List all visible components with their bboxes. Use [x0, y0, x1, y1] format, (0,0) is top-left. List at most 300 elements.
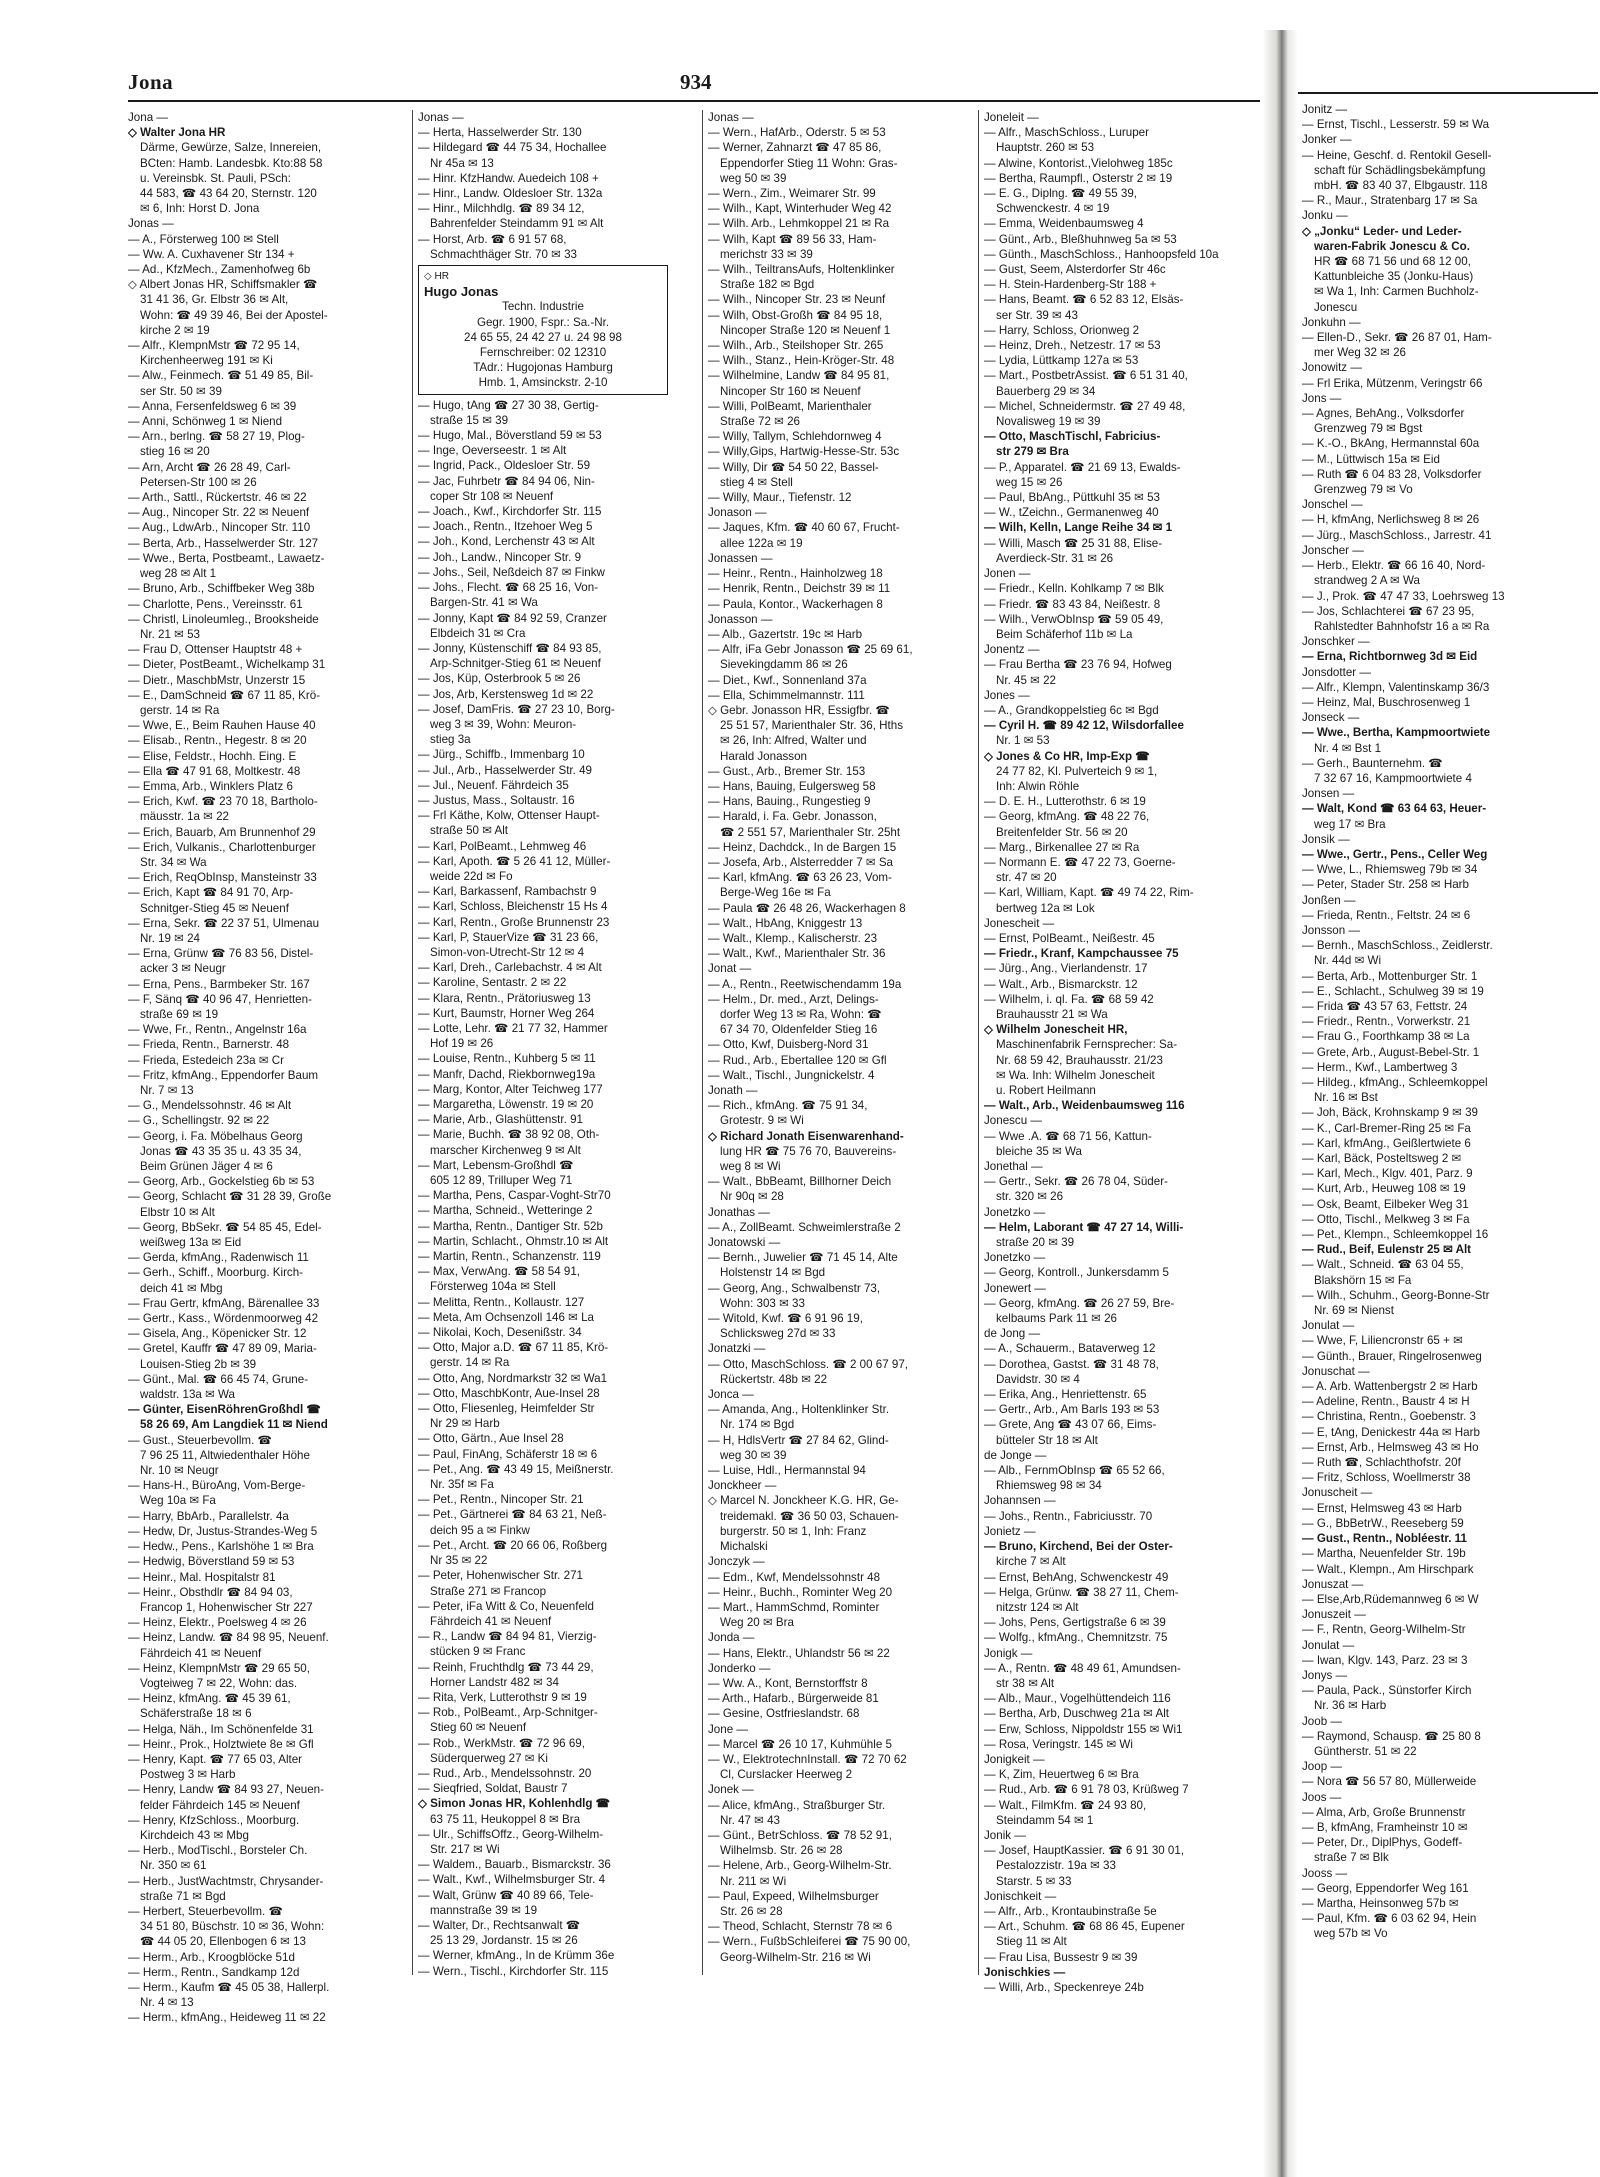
header-rule [128, 100, 1260, 102]
directory-entry: — Alfr., Arb., Krontaubinstraße 5e [984, 1904, 1157, 1918]
directory-entry: — Alfr., KlempnMstr ☎ 72 95 14, [128, 339, 300, 353]
directory-entry: — Rud., Arb., Mendelssohnstr. 20 [418, 1766, 592, 1780]
directory-entry: bleiche 35 ✉ Wa [996, 1144, 1082, 1158]
ad-line: Techn. Industrie [502, 300, 584, 314]
directory-entry: Str. 26 ✉ 28 [720, 1904, 783, 1918]
directory-entry: — E. G., Diplng. ☎ 49 55 39, [984, 187, 1137, 201]
directory-entry: — Justus, Mass., Soltaustr. 16 [418, 793, 575, 807]
directory-entry: — Frau D, Ottenser Hauptstr 48 + [128, 643, 303, 657]
directory-entry: — Jonny, Küstenschiff ☎ 84 93 85, [418, 641, 602, 655]
directory-entry: — Wilh., Arb., Steilshoper Str. 265 [708, 339, 884, 353]
directory-entry: — Harald, i. Fa. Gebr. Jonasson, [708, 810, 877, 824]
directory-entry: — A. Arb. Wattenbergstr 2 ✉ Harb [1302, 1380, 1478, 1394]
directory-entry: str 38 ✉ Alt [996, 1676, 1055, 1690]
directory-entry: — Heinr., Mal. Hospitalstr 81 [128, 1570, 276, 1584]
directory-entry: Petersen-Str 100 ✉ 26 [140, 475, 257, 489]
directory-entry: — Alfr., MaschSchloss., Luruper [984, 126, 1149, 140]
directory-entry: — Arn, Archt ☎ 26 28 49, Carl- [128, 460, 291, 474]
directory-entry: — Charlotte, Pens., Vereinsstr. 61 [128, 597, 303, 611]
directory-entry: ◇ Gebr. Jonasson HR, Essigfbr. ☎ [708, 703, 890, 717]
directory-entry: HR ☎ 68 71 56 und 68 12 00, [1314, 255, 1471, 269]
directory-entry: — Josefa, Arb., Alsterredder 7 ✉ Sa [708, 855, 893, 869]
directory-entry: — Edm., Kwf, Mendelssohnstr 48 [708, 1570, 881, 1584]
directory-entry: straße 71 ✉ Bgd [140, 1889, 226, 1903]
directory-entry: Hauptstr. 260 ✉ 53 [996, 141, 1095, 155]
directory-entry: 24 77 82, Kl. Pulverteich 9 ✉ 1, [996, 764, 1158, 778]
directory-entry: schaft für Schädlingsbekämpfung [1314, 163, 1486, 177]
directory-entry: — Günt., Arb., Bleßhuhnweg 5a ✉ 53 [984, 232, 1177, 246]
directory-entry: Michalski [720, 1540, 768, 1554]
directory-entry: Jonassen — [708, 551, 773, 565]
directory-entry: Jonescu — [984, 1114, 1042, 1128]
directory-entry: Jonschel — [1302, 498, 1363, 512]
directory-entry: — Walt., Schneid. ☎ 63 04 55, [1302, 1258, 1464, 1272]
directory-entry: straße 50 ✉ Alt [430, 824, 509, 838]
directory-entry: — Hans, Bauing, Eulgersweg 58 [708, 779, 876, 793]
column-divider [702, 110, 703, 1975]
directory-entry: Jonetzko — [984, 1205, 1046, 1219]
directory-entry: — Rita, Verk, Lutterothstr 9 ✉ 19 [418, 1690, 587, 1704]
directory-entry: Holstenstr 14 ✉ Bgd [720, 1266, 826, 1280]
directory-entry: — Heinz, Dreh., Netzestr. 17 ✉ 53 [984, 339, 1161, 353]
directory-entry: — Alma, Arb, Große Brunnenstr [1302, 1805, 1466, 1819]
directory-entry: — Wilh. Arb., Lehmkoppel 21 ✉ Ra [708, 217, 890, 231]
directory-entry: weg 57b ✉ Vo [1314, 1927, 1388, 1941]
directory-entry: — Diet., Kwf., Sonnenland 37a [708, 673, 867, 687]
directory-entry: Harald Jonasson [720, 749, 808, 763]
directory-entry: — Willi, PolBeamt, Marienthaler [708, 399, 872, 413]
directory-entry: — Georg, Kontroll., Junkersdamm 5 [984, 1266, 1169, 1280]
directory-entry: — Christl, Linoleumleg., Brooksheide [128, 612, 319, 626]
directory-entry: — Reinh, Fruchthdlg ☎ 73 44 29, [418, 1660, 594, 1674]
directory-entry: — Günth., MaschSchloss., Hanhoopsfeld 10a [984, 247, 1219, 261]
directory-entry: Jonßen — [1302, 893, 1356, 907]
directory-entry: — B, kfmAng, Framheinstr 10 ✉ [1302, 1820, 1468, 1834]
directory-entry: Jonetzko — [984, 1251, 1046, 1265]
directory-entry: — Bruno, Kirchend, Bei der Oster- [984, 1540, 1173, 1554]
directory-entry: — Karl, kfmAng., Geißlertwiete 6 [1302, 1136, 1471, 1150]
directory-entry: — Nikolai, Koch, Desenißstr. 34 [418, 1326, 582, 1340]
directory-entry: — Otto, MaschTischl, Fabricius- [984, 430, 1161, 444]
directory-entry: — Joh., Kond, Lerchenstr 43 ✉ Alt [418, 535, 595, 549]
directory-entry: — Frau Gertr, kfmAng, Bärenallee 33 [128, 1296, 320, 1310]
directory-entry: — Ww. A. Cuxhavener Str 134 + [128, 247, 295, 261]
directory-entry: — Alb., FernmObInsp ☎ 65 52 66, [984, 1464, 1165, 1478]
directory-entry: — G., Schellingstr. 92 ✉ 22 [128, 1114, 270, 1128]
directory-entry: Inh: Alwin Röhle [996, 779, 1080, 793]
directory-entry: — Herb., Elektr. ☎ 66 16 40, Nord- [1302, 559, 1486, 573]
page-number: 934 [680, 70, 712, 94]
directory-entry: Jonsdotter — [1302, 665, 1371, 679]
directory-entry: — Georg, kfmAng. ☎ 48 22 76, [984, 810, 1150, 824]
directory-entry: — H. Stein-Hardenberg-Str 188 + [984, 278, 1157, 292]
directory-entry: — Wwe, F, Liliencronstr 65 + ✉ [1302, 1334, 1463, 1348]
directory-entry: — Walt., Kwf., Wilhelmsburger Str. 4 [418, 1873, 606, 1887]
directory-entry: Weg 20 ✉ Bra [720, 1616, 794, 1630]
directory-entry: — Georg, Ang., Schwalbenstr 73, [708, 1281, 881, 1295]
directory-entry: — Dieter, PostBeamt., Wichelkamp 31 [128, 658, 326, 672]
directory-entry: Nr 35 ✉ 22 [430, 1554, 488, 1568]
directory-entry: — Heinz, kfmAng. ☎ 45 39 61, [128, 1692, 291, 1706]
directory-entry: — Georg, i. Fa. Möbelhaus Georg [128, 1129, 303, 1143]
directory-entry: — Gerda, kfmAng., Radenwisch 11 [128, 1251, 309, 1265]
directory-entry: — Günt., Mal. ☎ 66 45 74, Grune- [128, 1372, 309, 1386]
directory-entry: — Frau Lisa, Bussestr 9 ✉ 39 [984, 1950, 1138, 1964]
directory-entry: — Harry, Schloss, Orionweg 2 [984, 323, 1140, 337]
directory-entry: — Dorothea, Gastst. ☎ 31 48 78, [984, 1357, 1159, 1371]
directory-entry: BCten: Hamb. Landesbk. Kto:88 58 [140, 156, 323, 170]
directory-entry: — Harry, BbArb., Parallelstr. 4a [128, 1509, 289, 1523]
directory-entry: — Wwe, L., Rhiemsweg 79b ✉ 34 [1302, 863, 1478, 877]
directory-entry: Schlicksweg 27d ✉ 33 [720, 1327, 836, 1341]
directory-entry: — Ruth ☎ 6 04 83 28, Volksdorfer [1302, 467, 1482, 481]
directory-entry: str. 47 ✉ 20 [996, 871, 1057, 885]
directory-entry: Wohn: 303 ✉ 33 [720, 1296, 805, 1310]
directory-entry: — Gust., Rentn., Nobléestr. 11 [1302, 1532, 1467, 1546]
directory-entry: Kirchenheerweg 191 ✉ Ki [140, 354, 273, 368]
directory-entry: — Herbert, Steuerbevollm. ☎ [128, 1904, 283, 1918]
directory-entry: — Karl, Schloss, Bleichenstr 15 Hs 4 [418, 900, 608, 914]
directory-entry: — Frieda, Estedeich 23a ✉ Cr [128, 1053, 284, 1067]
directory-entry: Joop — [1302, 1760, 1342, 1774]
directory-entry: Nr. 174 ✉ Bgd [720, 1418, 795, 1432]
directory-entry: 7 32 67 16, Kampmoortwiete 4 [1314, 771, 1472, 785]
directory-entry: — Wwe, Fr., Rentn., Angelnstr 16a [128, 1023, 307, 1037]
directory-entry: kelbaums Park 11 ✉ 26 [996, 1312, 1117, 1326]
directory-entry: deich 41 ✉ Mbg [140, 1281, 223, 1295]
directory-entry: Jonderko — [708, 1661, 771, 1675]
directory-entry: ◇ „Jonku“ Leder- und Leder- [1302, 224, 1462, 238]
directory-entry: — Hugo, tAng ☎ 27 30 38, Gertig- [418, 398, 599, 412]
directory-entry: Hof 19 ✉ 26 [430, 1037, 494, 1051]
directory-entry: Jonker — [1302, 133, 1352, 147]
directory-entry: Starstr. 5 ✉ 33 [996, 1874, 1072, 1888]
directory-entry: — Luise, Hdl., Hermannstal 94 [708, 1464, 866, 1478]
directory-entry: — Michel, Schneidermstr. ☎ 27 49 48, [984, 399, 1186, 413]
directory-entry: — Hedwig, Böverstland 59 ✉ 53 [128, 1555, 295, 1569]
directory-entry: Joneleit — [984, 111, 1039, 124]
directory-entry: Stieg 11 ✉ Alt [996, 1935, 1067, 1949]
directory-entry: — M., Lüttwisch 15a ✉ Eid [1302, 452, 1440, 466]
directory-entry: — Otto, Ang, Nordmarkstr 32 ✉ Wa1 [418, 1371, 608, 1385]
directory-entry: weg 8 ✉ Wi [720, 1160, 781, 1174]
directory-entry: — E, tAng, Denickestr 44a ✉ Harb [1302, 1425, 1480, 1439]
directory-entry: — Erw, Schloss, Nippoldstr 155 ✉ Wi1 [984, 1722, 1183, 1736]
directory-entry: Kattunbleiche 35 (Jonku-Haus) [1314, 270, 1474, 284]
directory-entry: — Hinr. KfzHandw. Auedeich 108 + [418, 171, 599, 185]
directory-entry: Jonischkeit — [984, 1889, 1057, 1903]
directory-entry: — Arth., Sattl., Rückertstr. 46 ✉ 22 [128, 491, 307, 505]
directory-entry: — Hans, Elektr., Uhlandstr 56 ✉ 22 [708, 1646, 890, 1660]
directory-entry: — Henrik, Rentn., Deichstr 39 ✉ 11 [708, 582, 891, 596]
directory-entry: Joob — [1302, 1714, 1342, 1728]
directory-entry: — Wolfg., kfmAng., Chemnitzstr. 75 [984, 1631, 1168, 1645]
directory-entry: gerstr. 14 ✉ Ra [430, 1356, 510, 1370]
directory-entry: Postweg 3 ✉ Harb [140, 1768, 236, 1782]
directory-entry: Nr. 44d ✉ Wi [1314, 954, 1382, 968]
directory-entry: — Alb., Gazertstr. 19c ✉ Harb [708, 627, 863, 641]
directory-entry: — Ella, Schimmelmannstr. 111 [708, 688, 865, 702]
directory-entry: — Walt, Grünw ☎ 40 89 66, Tele- [418, 1888, 594, 1902]
directory-entry: — Elisab., Rentn., Hegestr. 8 ✉ 20 [128, 734, 307, 748]
directory-entry: Bargen-Str. 41 ✉ Wa [430, 596, 538, 610]
directory-entry: Jonas — [418, 111, 464, 124]
directory-entry: Louisen-Stieg 2b ✉ 39 [140, 1357, 257, 1371]
directory-entry: Straße 271 ✉ Francop [430, 1584, 547, 1598]
directory-entry: Jonys — [1302, 1668, 1348, 1682]
directory-entry: — Wilh, Kapt ☎ 89 56 33, Ham- [708, 232, 877, 246]
directory-entry: — Grete, Ang ☎ 43 07 66, Eims- [984, 1418, 1157, 1432]
directory-entry: — Art., Schuhm. ☎ 68 86 45, Eupener [984, 1920, 1185, 1934]
directory-entry: — Herm., Rentn., Sandkamp 12d [128, 1965, 300, 1979]
directory-entry: weg 3 ✉ 39, Wohn: Meuron- [430, 717, 577, 731]
directory-entry: — Frida ☎ 43 57 63, Fettstr. 24 [1302, 999, 1468, 1013]
directory-entry: — Karl, Mech., Klgv. 401, Parz. 9 [1302, 1167, 1473, 1181]
directory-entry: — Karl, Bäck, Posteltsweg 2 ✉ [1302, 1152, 1462, 1166]
directory-entry: — Friedr., Kranf, Kampchaussee 75 [984, 947, 1179, 961]
directory-entry: — Heinz, Dachdck., In de Bargen 15 [708, 840, 897, 854]
directory-entry: burgerstr. 50 ✉ 1, Inh: Franz [720, 1524, 867, 1538]
directory-entry: Jonik — [984, 1828, 1026, 1842]
ad-line: 24 65 55, 24 42 27 u. 24 98 98 [464, 330, 622, 344]
directory-entry: — Otto, MaschbKontr, Aue-Insel 28 [418, 1386, 600, 1400]
directory-entry: — Alfr, iFa Gebr Jonasson ☎ 25 69 61, [708, 643, 913, 657]
directory-entry: dorfer Weg 13 ✉ Ra, Wohn: ☎ [720, 1007, 882, 1021]
directory-entry: — Rob., WerkMstr. ☎ 72 96 69, [418, 1736, 585, 1750]
directory-entry: — Aug., LdwArb., Nincoper Str. 110 [128, 521, 311, 535]
directory-entry: — Bruno, Arb., Schiffbeker Weg 38b [128, 582, 315, 596]
directory-entry: Jonulat — [1302, 1638, 1355, 1652]
directory-entry: — Martin, Schlacht., Ohmstr.10 ✉ Alt [418, 1234, 609, 1248]
directory-entry: Grotestr. 9 ✉ Wi [720, 1114, 804, 1128]
directory-entry: Jonkuhn — [1302, 315, 1361, 329]
directory-entry: — Erna, Pens., Barmbeker Str. 167 [128, 977, 310, 991]
directory-entry: weg 30 ✉ 39 [720, 1448, 787, 1462]
directory-entry: — Heinr., Obsthdlr ☎ 84 94 03, [128, 1585, 293, 1599]
directory-entry: — Henry, Landw ☎ 84 93 27, Neuen- [128, 1783, 324, 1797]
directory-entry: stücken 9 ✉ Franc [430, 1645, 526, 1659]
directory-entry: — Frieda, Rentn., Barnerstr. 48 [128, 1038, 290, 1052]
directory-entry: Schwenckestr. 4 ✉ 19 [996, 202, 1110, 216]
directory-entry: Nr. 47 ✉ 43 [720, 1813, 780, 1827]
directory-entry: Stieg 60 ✉ Neuenf [430, 1721, 527, 1735]
directory-entry: — Jul., Arb., Hasselwerder Str. 49 [418, 763, 592, 777]
directory-entry: bütteler Str 18 ✉ Alt [996, 1433, 1098, 1447]
directory-entry: — Marie, Buchh. ☎ 38 92 08, Oth- [418, 1128, 600, 1142]
directory-entry: — Martin, Rentn., Schanzenstr. 119 [418, 1250, 601, 1264]
directory-entry: — E., DamSchneid ☎ 67 11 85, Krö- [128, 688, 321, 702]
directory-entry: straße 69 ✉ 19 [140, 1007, 219, 1021]
directory-entry: — Herm., Kaufm ☎ 45 05 38, Hallerpl. [128, 1980, 330, 1994]
directory-entry: — Bernh., Juwelier ☎ 71 45 14, Alte [708, 1251, 898, 1265]
directory-entry: — A., Rentn. ☎ 48 49 61, Amundsen- [984, 1661, 1181, 1675]
directory-page-right [1298, 30, 1600, 2177]
directory-entry: — W., tZeichn., Germanenweg 40 [984, 506, 1159, 520]
directory-entry: — Martha, Neuenfelder Str. 19b [1302, 1547, 1466, 1561]
directory-entry: — Witold, Kwf. ☎ 6 91 96 19, [708, 1312, 863, 1326]
directory-entry: — Hildegard ☎ 44 75 34, Hochallee [418, 141, 607, 155]
directory-entry: — G., BbBetrW., Reeseberg 59 [1302, 1516, 1464, 1530]
directory-entry: straße 15 ✉ 39 [430, 413, 509, 427]
directory-entry: — Joach., Rentn., Itzehoer Weg 5 [418, 520, 593, 534]
directory-entry: — R., Landw ☎ 84 94 81, Vierzig- [418, 1630, 597, 1644]
book-gutter [1262, 30, 1298, 2177]
directory-entry: — Werner, Zahnarzt ☎ 47 85 86, [708, 141, 882, 155]
directory-entry: Jonscher — [1302, 543, 1364, 557]
directory-entry: — Erich, Vulkanis., Charlottenburger [128, 840, 316, 854]
directory-entry: — J., Prok. ☎ 47 47 33, Loehrsweg 13 [1302, 589, 1505, 603]
directory-entry: — Bernh., MaschSchloss., Zeidlerstr. [1302, 939, 1493, 953]
directory-entry: — Martha, Schneid., Wetteringe 2 [418, 1204, 593, 1218]
directory-entry: allee 122a ✉ 19 [720, 536, 803, 550]
directory-entry: — P., Apparatel. ☎ 21 69 13, Ewalds- [984, 460, 1181, 474]
directory-entry: — Ww. A., Kont, Bernstorffstr 8 [708, 1676, 868, 1690]
directory-entry: — Gertr., Arb., Am Barls 193 ✉ 53 [984, 1403, 1160, 1417]
directory-entry: Jonseck — [1302, 711, 1360, 725]
directory-entry: — Hans, Bauing., Rungestieg 9 [708, 795, 871, 809]
directory-entry: ◇ Simon Jonas HR, Kohlenhdlg ☎ [418, 1797, 611, 1811]
directory-entry: nitzstr 124 ✉ Alt [996, 1600, 1079, 1614]
column-divider [978, 110, 979, 1975]
directory-entry: Jonischkies — [984, 1965, 1066, 1979]
directory-entry: — Willy,Gips, Hartwig-Hesse-Str. 53c [708, 445, 900, 459]
directory-entry: — Alwine, Kontorist.,Vielohweg 185c [984, 156, 1173, 170]
directory-entry: Elbstr 10 ✉ Alt [140, 1205, 215, 1219]
directory-entry: ser Str. 50 ✉ 39 [140, 384, 222, 398]
directory-entry: — Jos, Arb, Kerstensweg 1d ✉ 22 [418, 687, 594, 701]
directory-entry: — Wilh., Kapt, Winterhuder Weg 42 [708, 202, 892, 216]
directory-entry: mbH. ☎ 83 40 37, Elbgaustr. 118 [1314, 179, 1488, 193]
directory-entry: Jonuschat — [1302, 1364, 1370, 1378]
directory-entry: — Martha, Pens, Caspar-Voght-Str70 [418, 1189, 611, 1203]
directory-entry: — Theod, Schlacht, Sternstr 78 ✉ 6 [708, 1920, 893, 1934]
directory-entry: — Wilh, Obst-Großh ☎ 84 95 18, [708, 308, 883, 322]
directory-entry: 31 41 36, Gr. Elbstr 36 ✉ Alt, [140, 293, 289, 307]
directory-entry: — Hildeg., kfmAng., Schleemkoppel [1302, 1076, 1488, 1089]
directory-entry: Nr. 36 ✉ Harb [1314, 1699, 1387, 1713]
directory-entry: — Gesine, Ostfrieslandstr. 68 [708, 1707, 860, 1721]
directory-entry: Str. 34 ✉ Wa [140, 855, 207, 869]
directory-entry: — Aug., Nincoper Str. 22 ✉ Neuenf [128, 506, 310, 520]
directory-entry: Elbdeich 31 ✉ Cra [430, 626, 526, 640]
directory-column-5 [1302, 102, 1598, 1942]
directory-entry: — Walt., FilmKfm. ☎ 24 93 80, [984, 1798, 1147, 1812]
directory-entry: Johannsen — [984, 1494, 1056, 1508]
directory-entry: — Gertr., Sekr. ☎ 26 78 04, Süder- [984, 1175, 1168, 1189]
directory-entry: 34 51 80, Büschstr. 10 ✉ 36, Wohn: [140, 1920, 325, 1934]
directory-entry: — Fritz, kfmAng., Eppendorfer Baum [128, 1068, 319, 1082]
directory-entry: Jonca — [708, 1388, 754, 1402]
directory-entry: — Werner, kfmAng., In de Krümm 36e [418, 1949, 615, 1963]
directory-entry: — Karl, Rentn., Große Brunnenstr 23 [418, 915, 610, 929]
directory-entry: — Marg, Kontor, Alter Teichweg 177 [418, 1082, 603, 1096]
directory-entry: — Lotte, Lehr. ☎ 21 77 32, Hammer [418, 1021, 608, 1035]
directory-entry: — Ruth ☎, Schlachthofstr. 20f [1302, 1456, 1461, 1470]
directory-entry: u. Vereinsbk. St. Pauli, PSch: [140, 171, 291, 185]
directory-entry: Jonescu [1314, 300, 1358, 314]
directory-entry: — Anni, Schönweg 1 ✉ Niend [128, 415, 283, 429]
directory-entry: Eppendorfer Stieg 11 Wohn: Gras- [720, 156, 898, 170]
directory-entry: — Jul., Neuenf. Fährdeich 35 [418, 778, 569, 792]
directory-entry: — Ulr., SchiffsOffz., Georg-Wilhelm- [418, 1827, 604, 1841]
directory-entry: — A., Grandkoppelstieg 6c ✉ Bgd [984, 703, 1159, 717]
directory-entry: weide 22d ✉ Fo [430, 869, 513, 883]
directory-entry: — Helm., Dr. med., Arzt, Delings- [708, 992, 879, 1006]
directory-entry: Jonigk — [984, 1646, 1033, 1660]
directory-entry: — Jaques, Kfm. ☎ 40 60 67, Frucht- [708, 521, 900, 535]
directory-entry: — Arth., Hafarb., Bürgerweide 81 [708, 1692, 879, 1706]
directory-entry: — Wilh., TeiltransAufs, Holtenklinker [708, 263, 895, 277]
directory-entry: Jonath — [708, 1084, 758, 1097]
directory-entry: Wohn: ☎ 49 39 46, Bei der Apostel- [140, 308, 328, 322]
directory-entry: — Willy, Tallym, Schlehdornweg 4 [708, 430, 882, 444]
directory-entry: — Henry, KfzSchloss., Moorburg. [128, 1813, 300, 1827]
directory-entry: — Gust., Arb., Bremer Str. 153 [708, 764, 866, 778]
directory-entry: coper Str 108 ✉ Neuenf [430, 489, 554, 503]
directory-entry: — Else,Arb,Rüdemannweg 6 ✉ W [1302, 1592, 1479, 1606]
directory-entry: — Rud., Arb. ☎ 6 91 78 03, Krüßweg 7 [984, 1783, 1189, 1797]
directory-entry: 25 13 29, Jordanstr. 15 ✉ 26 [430, 1934, 578, 1948]
directory-entry: — Arn., berlng. ☎ 58 27 19, Plog- [128, 430, 305, 444]
directory-entry: Jonckheer — [708, 1479, 777, 1493]
ad-line: TAdr.: Hugojonas Hamburg [473, 361, 613, 375]
directory-entry: Breitenfelder Str. 56 ✉ 20 [996, 825, 1128, 839]
directory-entry: — A., Schauerm., Bataverweg 12 [984, 1342, 1156, 1356]
directory-entry: — Hugo, Mal., Böverstland 59 ✉ 53 [418, 429, 602, 443]
directory-entry: — Günter, EisenRöhrenGroßhdl ☎ [128, 1403, 321, 1417]
directory-entry: — Jac, Fuhrbetr ☎ 84 94 06, Nin- [418, 474, 595, 488]
directory-entry: kirche 2 ✉ 19 [140, 323, 210, 337]
directory-entry: — Wwe., Bertha, Kampmoortwiete [1302, 726, 1491, 740]
directory-entry: — Otto, MaschSchloss. ☎ 2 00 67 97, [708, 1357, 909, 1371]
directory-entry: Fährdeich 41 ✉ Neuenf [140, 1646, 262, 1660]
directory-entry: ◇ Albert Jonas HR, Schiffsmakler ☎ [128, 278, 318, 292]
directory-entry: — Herb., ModTischl., Borsteler Ch. [128, 1844, 308, 1858]
directory-entry: u. Robert Heilmann [996, 1084, 1096, 1097]
directory-entry: Nr 90q ✉ 28 [720, 1190, 784, 1204]
directory-entry: — Emma, Weidenbaumsweg 4 [984, 217, 1144, 231]
directory-entry: Süderquerweg 27 ✉ Ki [430, 1751, 548, 1765]
directory-entry: — Herm., kfmAng., Heideweg 11 ✉ 22 [128, 2011, 326, 2025]
directory-entry: — Karl, Apoth. ☎ 5 26 41 12, Müller- [418, 854, 611, 868]
directory-entry: — Karl, William, Kapt. ☎ 49 74 22, Rim- [984, 886, 1194, 900]
directory-entry: ☎ 2 551 57, Marienthaler Str. 25ht [720, 825, 901, 839]
directory-entry: — Gretel, Kauffr ☎ 47 89 09, Maria- [128, 1342, 317, 1356]
directory-entry: — Ad., KfzMech., Zamenhofweg 6b [128, 263, 311, 277]
directory-entry: — W., ElektrotechnInstall. ☎ 72 70 62 [708, 1752, 907, 1766]
directory-entry: — Jürg., Schiffb., Immenbarg 10 [418, 748, 585, 762]
directory-entry: — Erich, ReqObInsp, Mansteinstr 33 [128, 871, 317, 885]
running-head [60, 70, 1260, 96]
directory-entry: — Wilh., Schuhm., Georg-Bonne-Str [1302, 1288, 1490, 1302]
directory-entry: — Waldem., Bauarb., Bismarckstr. 36 [418, 1858, 611, 1872]
directory-entry: — Joh, Bäck, Krohnskamp 9 ✉ 39 [1302, 1106, 1478, 1120]
directory-entry: weg 17 ✉ Bra [1314, 817, 1386, 831]
directory-entry: — Rob., PolBeamt., Arp-Schnitger- [418, 1706, 598, 1720]
directory-entry: Novalisweg 19 ✉ 39 [996, 415, 1101, 429]
directory-entry: — Raymond, Schausp. ☎ 25 80 8 [1302, 1729, 1481, 1743]
directory-entry: lung HR ☎ 75 76 70, Bauvereins- [720, 1144, 897, 1158]
directory-entry: — Erich, Kwf. ☎ 23 70 18, Bartholo- [128, 795, 318, 809]
directory-entry: — Osk, Beamt, Eilbeker Weg 31 [1302, 1197, 1469, 1211]
directory-entry: Nr. 16 ✉ Bst [1314, 1091, 1378, 1105]
directory-entry: — Alice, kfmAng., Straßburger Str. [708, 1798, 886, 1812]
directory-entry: — E., Schlacht., Schulweg 39 ✉ 19 [1302, 984, 1484, 998]
directory-entry: — Johs., Flecht. ☎ 68 25 16, Von- [418, 581, 599, 595]
directory-entry: — Bertha, Arb, Duschweg 21a ✉ Alt [984, 1707, 1170, 1721]
directory-entry: 25 51 57, Marienthaler Str. 36, Hths [720, 719, 904, 733]
directory-entry: — Helga, Näh., Im Schönenfelde 31 [128, 1722, 314, 1736]
